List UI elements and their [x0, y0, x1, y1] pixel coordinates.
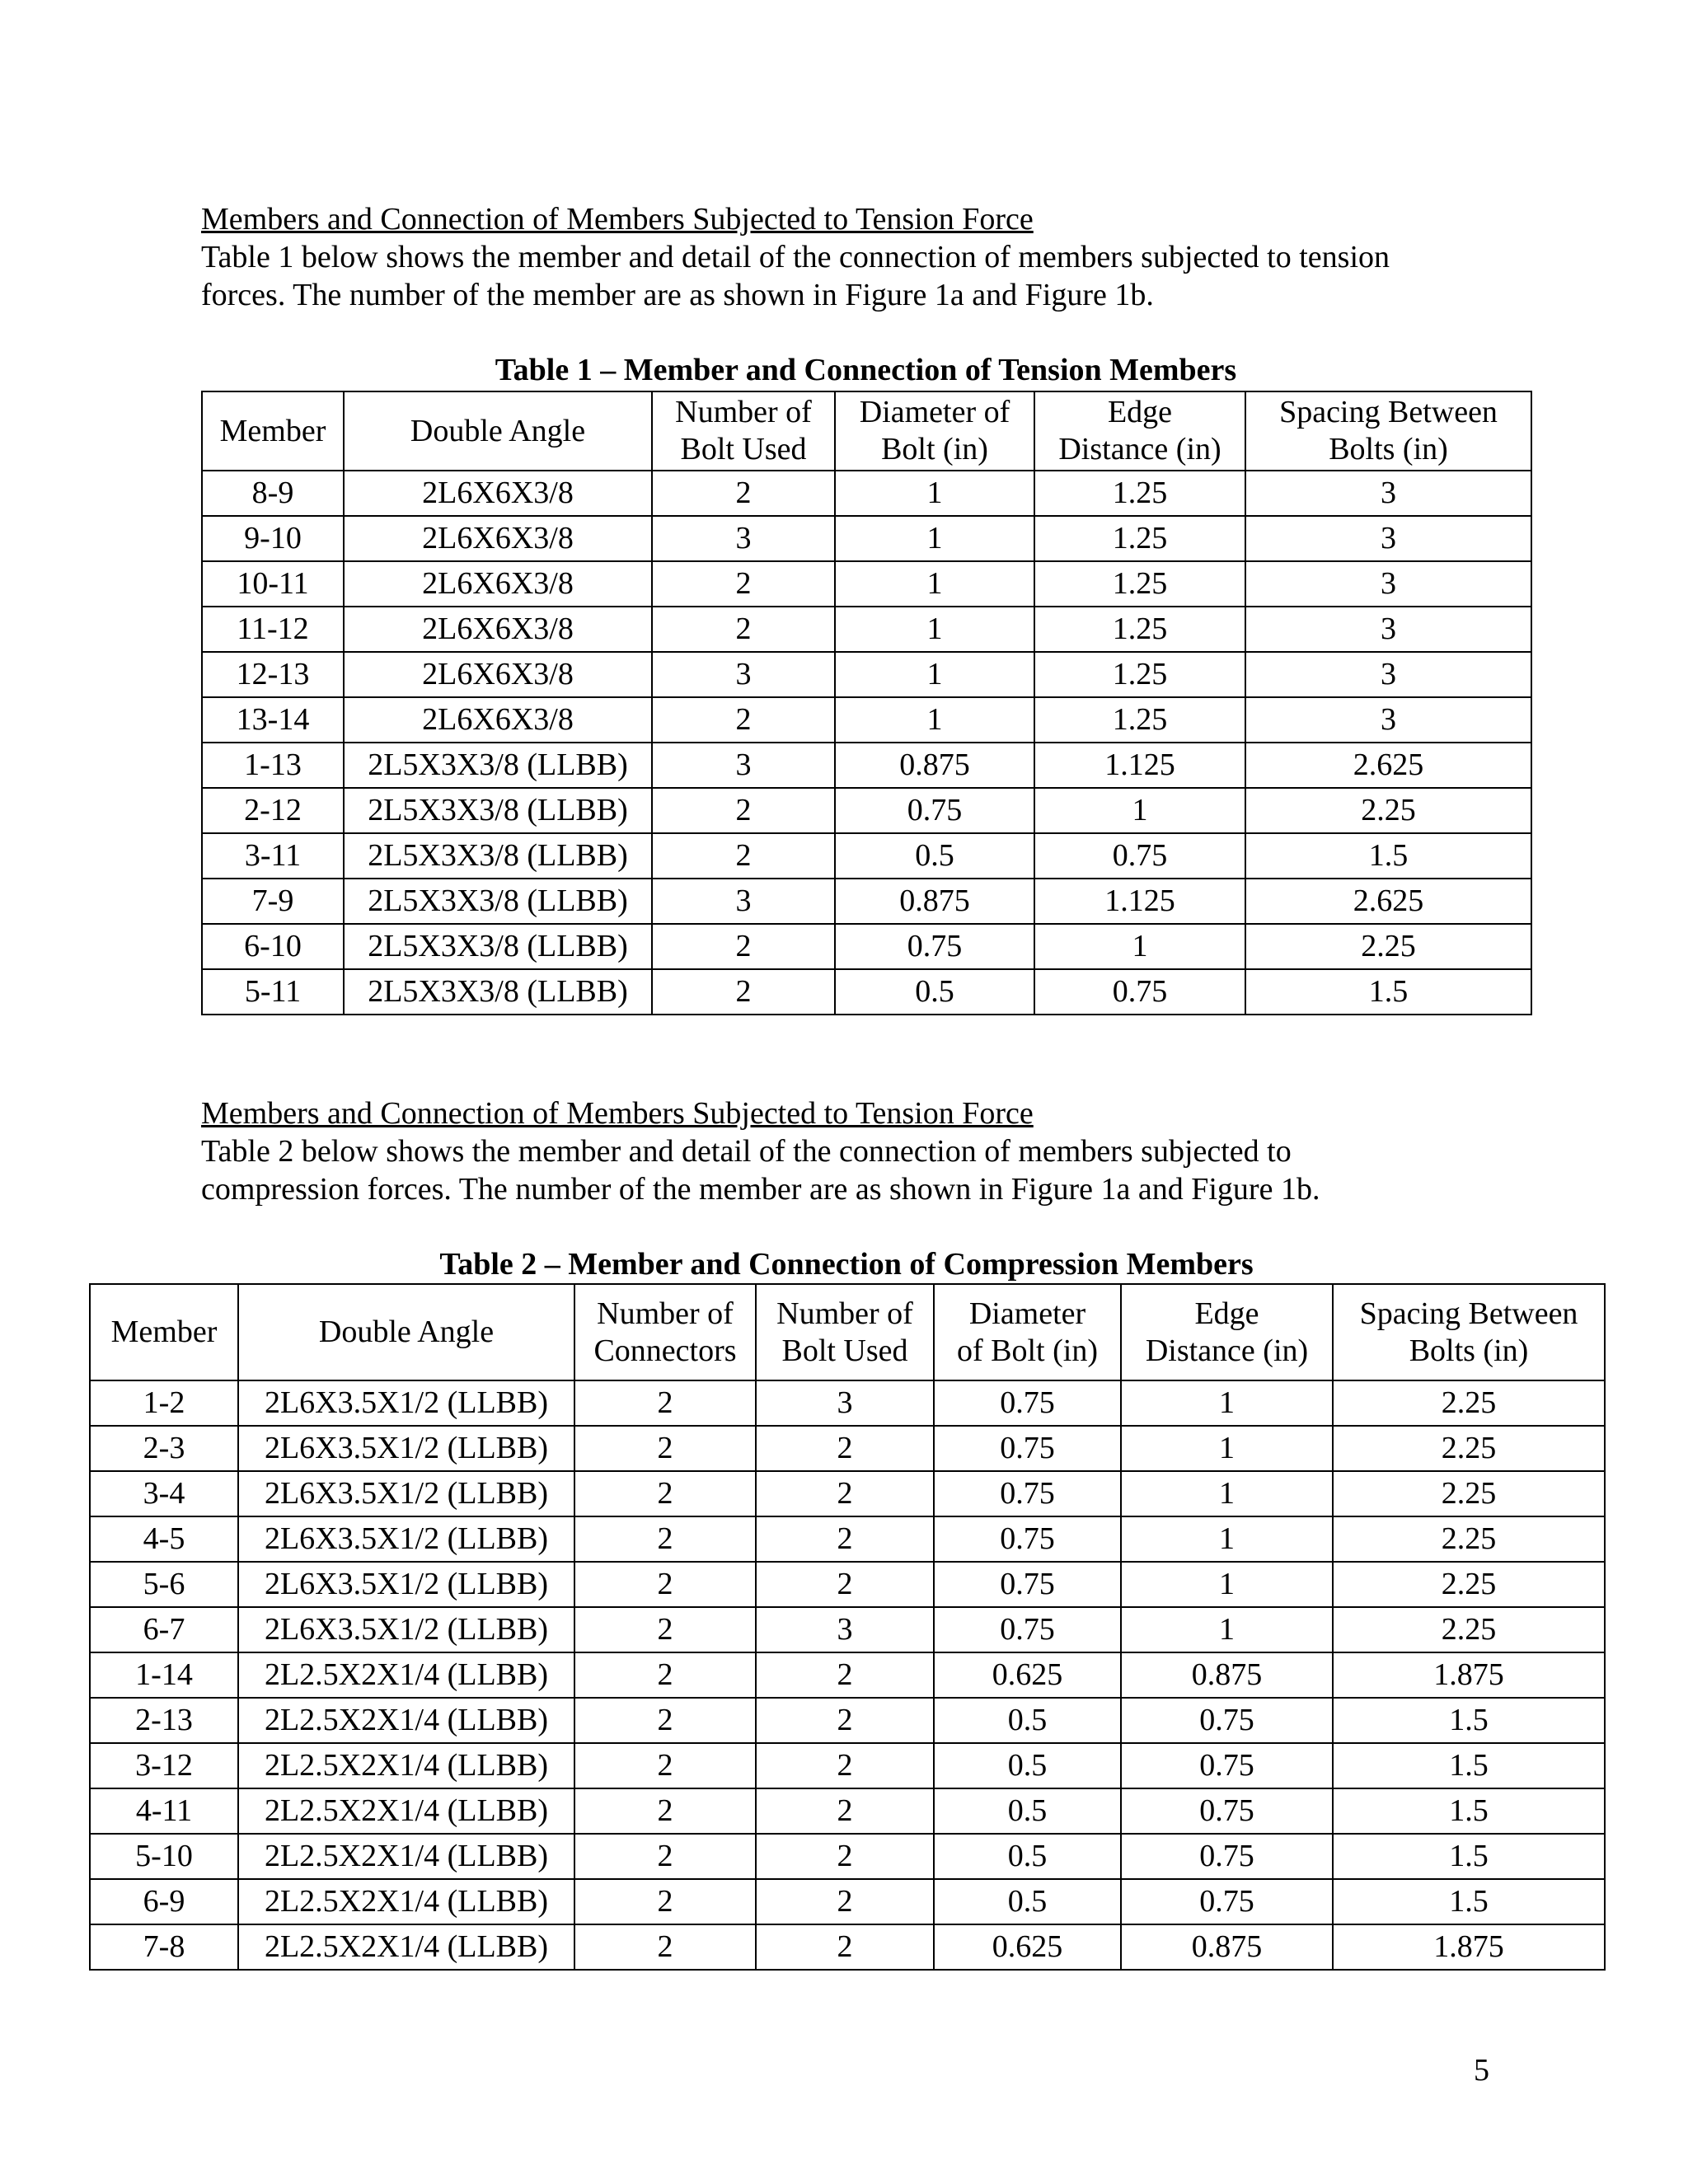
table-cell: 2 [574, 1788, 756, 1834]
table2-caption: Table 2 – Member and Connection of Compression Members [439, 1247, 1254, 1282]
table-row [90, 1426, 1605, 1471]
table-cell: 2L6X6X3/8 [344, 561, 652, 607]
table-cell: 0.75 [1121, 1879, 1333, 1924]
table-cell: 1.5 [1245, 969, 1531, 1015]
column-header [202, 391, 344, 471]
table-cell: 2L5X3X3/8 (LLBB) [344, 924, 652, 969]
column-header-line: Bolts (in) [1329, 432, 1448, 466]
column-header-line: Double Angle [410, 413, 586, 448]
table-cell: 2.25 [1333, 1607, 1605, 1652]
table-cell: 0.75 [835, 788, 1034, 833]
table-cell: 1 [1121, 1380, 1333, 1426]
table-cell: 3 [652, 879, 835, 924]
table-cell: 1.25 [1034, 697, 1245, 743]
table-row [202, 743, 1531, 788]
table1-caption: Table 1 – Member and Connection of Tension Members [495, 353, 1237, 387]
table-row [202, 833, 1531, 879]
table-cell: 0.75 [934, 1562, 1121, 1607]
table-cell: 1 [1121, 1607, 1333, 1652]
table-cell: 2.25 [1333, 1471, 1605, 1516]
table-cell: 2.625 [1245, 879, 1531, 924]
table-cell: 1.25 [1034, 516, 1245, 561]
page-number: 5 [1474, 2053, 1489, 2088]
column-header-line: Edge [1107, 395, 1173, 429]
table-cell: 0.5 [835, 833, 1034, 879]
table-cell: 2 [756, 1743, 934, 1788]
table-cell: 2 [574, 1516, 756, 1562]
table-row [90, 1698, 1605, 1743]
table-cell: 0.875 [835, 879, 1034, 924]
column-header [90, 1284, 238, 1380]
table-cell: 2L2.5X2X1/4 (LLBB) [238, 1652, 574, 1698]
column-header [1333, 1284, 1605, 1380]
column-header [934, 1284, 1121, 1380]
table-cell: 2 [652, 561, 835, 607]
table-cell: 6-9 [90, 1879, 238, 1924]
table-row [202, 652, 1531, 697]
column-header [1034, 391, 1245, 471]
table-cell: 0.5 [934, 1698, 1121, 1743]
table-cell: 2 [756, 1879, 934, 1924]
section2-heading: Members and Connection of Members Subjected to Tension Force [201, 1096, 1034, 1131]
column-header [756, 1284, 934, 1380]
table-cell: 2L5X3X3/8 (LLBB) [344, 788, 652, 833]
column-header [574, 1284, 756, 1380]
table2 [89, 1283, 1606, 1971]
table-cell: 2.25 [1333, 1380, 1605, 1426]
table-cell: 2 [756, 1788, 934, 1834]
table-cell: 2.625 [1245, 743, 1531, 788]
table-cell: 0.75 [934, 1380, 1121, 1426]
column-header-line: Number of [776, 1296, 913, 1331]
table-cell: 1.5 [1333, 1834, 1605, 1879]
table-cell: 5-6 [90, 1562, 238, 1607]
table-cell: 4-5 [90, 1516, 238, 1562]
table-cell: 0.5 [934, 1788, 1121, 1834]
table-cell: 2L2.5X2X1/4 (LLBB) [238, 1924, 574, 1970]
table-cell: 2.25 [1333, 1562, 1605, 1607]
table-cell: 2L5X3X3/8 (LLBB) [344, 879, 652, 924]
table-cell: 2 [652, 697, 835, 743]
table-cell: 0.5 [835, 969, 1034, 1015]
table-cell: 2L6X6X3/8 [344, 471, 652, 516]
table-cell: 1 [835, 652, 1034, 697]
table-cell: 2-12 [202, 788, 344, 833]
column-header [344, 391, 652, 471]
table-cell: 7-8 [90, 1924, 238, 1970]
table-cell: 2L5X3X3/8 (LLBB) [344, 743, 652, 788]
table-cell: 1 [835, 607, 1034, 652]
table-cell: 2 [756, 1698, 934, 1743]
table-cell: 2L5X3X3/8 (LLBB) [344, 833, 652, 879]
table-cell: 0.75 [1034, 969, 1245, 1015]
table-cell: 2L2.5X2X1/4 (LLBB) [238, 1698, 574, 1743]
table-cell: 2.25 [1245, 788, 1531, 833]
table-cell: 3-4 [90, 1471, 238, 1516]
table-cell: 1 [1121, 1562, 1333, 1607]
table-cell: 1.875 [1333, 1924, 1605, 1970]
table-cell: 0.75 [934, 1607, 1121, 1652]
table-cell: 2 [574, 1471, 756, 1516]
table-cell: 2 [652, 833, 835, 879]
column-header-line: Diameter [968, 1296, 1086, 1331]
table-row [90, 1652, 1605, 1698]
table-cell: 1.5 [1333, 1788, 1605, 1834]
table-cell: 10-11 [202, 561, 344, 607]
column-header-line: Number of [597, 1296, 734, 1331]
table-cell: 2L2.5X2X1/4 (LLBB) [238, 1788, 574, 1834]
column-header-line: Member [219, 413, 326, 448]
table-cell: 1.5 [1333, 1743, 1605, 1788]
table-cell: 2L2.5X2X1/4 (LLBB) [238, 1834, 574, 1879]
column-header [1121, 1284, 1333, 1380]
table-cell: 2.25 [1333, 1516, 1605, 1562]
column-header [1245, 391, 1531, 471]
table-cell: 1-14 [90, 1652, 238, 1698]
table-row [90, 1788, 1605, 1834]
table-cell: 2L2.5X2X1/4 (LLBB) [238, 1743, 574, 1788]
section1-heading: Members and Connection of Members Subjected to Tension Force [201, 202, 1034, 237]
table-cell: 3 [652, 743, 835, 788]
column-header-line: Member [110, 1315, 218, 1349]
table-cell: 2.25 [1245, 924, 1531, 969]
table-cell: 0.75 [934, 1426, 1121, 1471]
table-cell: 2 [756, 1924, 934, 1970]
table-cell: 1.25 [1034, 652, 1245, 697]
table-cell: 1.5 [1333, 1698, 1605, 1743]
table-cell: 2 [756, 1516, 934, 1562]
table-cell: 2 [574, 1652, 756, 1698]
table-cell: 5-11 [202, 969, 344, 1015]
table-cell: 2L6X6X3/8 [344, 607, 652, 652]
table-cell: 2L6X6X3/8 [344, 697, 652, 743]
table-cell: 0.75 [1121, 1743, 1333, 1788]
table-cell: 9-10 [202, 516, 344, 561]
table-cell: 12-13 [202, 652, 344, 697]
table-cell: 11-12 [202, 607, 344, 652]
column-header-line: Distance (in) [1145, 1333, 1309, 1368]
table-cell: 1.125 [1034, 743, 1245, 788]
column-header-line: Bolts (in) [1409, 1333, 1529, 1368]
table-cell: 0.75 [835, 924, 1034, 969]
table-cell: 0.5 [934, 1879, 1121, 1924]
column-header-line: Spacing Between [1359, 1296, 1578, 1331]
table-row [202, 788, 1531, 833]
table-cell: 1.5 [1245, 833, 1531, 879]
table-cell: 1.25 [1034, 561, 1245, 607]
table-cell: 2 [756, 1426, 934, 1471]
table-cell: 1 [835, 516, 1034, 561]
table-cell: 2 [652, 924, 835, 969]
table-cell: 2 [574, 1607, 756, 1652]
table-cell: 0.875 [1121, 1924, 1333, 1970]
table-row [90, 1607, 1605, 1652]
table-row [202, 607, 1531, 652]
table-cell: 1 [835, 471, 1034, 516]
section1-text-line2: forces. The number of the member are as shown in Figure 1a and Figure 1b. [201, 278, 1154, 312]
column-header-line: Edge [1194, 1296, 1259, 1331]
table-cell: 2 [574, 1743, 756, 1788]
table-cell: 1.25 [1034, 607, 1245, 652]
table-row [90, 1471, 1605, 1516]
table-cell: 1 [835, 697, 1034, 743]
table-cell: 3 [756, 1380, 934, 1426]
table-cell: 2 [574, 1834, 756, 1879]
section2-text-line2: compression forces. The number of the member are as shown in Figure 1a and Figure 1b. [201, 1172, 1320, 1207]
table-cell: 0.75 [1034, 833, 1245, 879]
table-cell: 2 [574, 1924, 756, 1970]
column-header [652, 391, 835, 471]
table-cell: 2 [756, 1652, 934, 1698]
table-cell: 3 [756, 1607, 934, 1652]
table-cell: 0.875 [835, 743, 1034, 788]
table-cell: 0.75 [1121, 1788, 1333, 1834]
section2-text-line1: Table 2 below shows the member and detail of the connection of members subjected to [201, 1134, 1292, 1169]
table-cell: 1.125 [1034, 879, 1245, 924]
table-cell: 0.875 [1121, 1652, 1333, 1698]
table-cell: 2-3 [90, 1426, 238, 1471]
table-row [90, 1743, 1605, 1788]
table-cell: 1-2 [90, 1380, 238, 1426]
table-cell: 2L6X3.5X1/2 (LLBB) [238, 1607, 574, 1652]
table-row [90, 1834, 1605, 1879]
table-row [202, 924, 1531, 969]
table-row [202, 969, 1531, 1015]
table-row [90, 1924, 1605, 1970]
table-row [90, 1516, 1605, 1562]
table-cell: 2 [756, 1834, 934, 1879]
table-cell: 1 [1034, 788, 1245, 833]
section1-text-line1: Table 1 below shows the member and detail of the connection of members subjected to tension [201, 240, 1390, 274]
table-cell: 2 [574, 1426, 756, 1471]
table-cell: 2 [756, 1471, 934, 1516]
table-cell: 1 [1121, 1516, 1333, 1562]
table1 [201, 391, 1532, 1015]
table-cell: 3 [1245, 697, 1531, 743]
table-cell: 3 [652, 652, 835, 697]
column-header-line: Number of [675, 395, 812, 429]
table-cell: 2L6X3.5X1/2 (LLBB) [238, 1562, 574, 1607]
table-cell: 3 [1245, 652, 1531, 697]
table-cell: 1-13 [202, 743, 344, 788]
column-header-line: Distance (in) [1058, 432, 1221, 466]
table-cell: 0.75 [1121, 1698, 1333, 1743]
column-header-line: Connectors [593, 1333, 737, 1368]
table-cell: 2 [652, 788, 835, 833]
table-cell: 3-11 [202, 833, 344, 879]
table-cell: 6-7 [90, 1607, 238, 1652]
table-cell: 3 [1245, 471, 1531, 516]
table-cell: 0.625 [934, 1924, 1121, 1970]
table-cell: 3-12 [90, 1743, 238, 1788]
table-cell: 2 [574, 1380, 756, 1426]
table-row [202, 516, 1531, 561]
table-cell: 2.25 [1333, 1426, 1605, 1471]
table-row [202, 471, 1531, 516]
column-header [835, 391, 1034, 471]
table-cell: 3 [1245, 516, 1531, 561]
table-row [202, 879, 1531, 924]
table-cell: 3 [652, 516, 835, 561]
table-row [202, 697, 1531, 743]
table-cell: 6-10 [202, 924, 344, 969]
table-cell: 13-14 [202, 697, 344, 743]
table-cell: 5-10 [90, 1834, 238, 1879]
table-cell: 0.75 [1121, 1834, 1333, 1879]
table-cell: 1 [1121, 1471, 1333, 1516]
column-header-line: Bolt Used [680, 432, 807, 466]
table-row [90, 1879, 1605, 1924]
table-cell: 2 [652, 471, 835, 516]
table-cell: 1 [835, 561, 1034, 607]
table-cell: 2 [756, 1562, 934, 1607]
table-cell: 4-11 [90, 1788, 238, 1834]
table-cell: 2L6X3.5X1/2 (LLBB) [238, 1471, 574, 1516]
column-header-line: of Bolt (in) [957, 1333, 1098, 1368]
table-cell: 1.875 [1333, 1652, 1605, 1698]
column-header-line: Double Angle [318, 1315, 495, 1349]
table-cell: 0.625 [934, 1652, 1121, 1698]
table-cell: 3 [1245, 607, 1531, 652]
table-cell: 2L6X6X3/8 [344, 652, 652, 697]
table-cell: 2L6X3.5X1/2 (LLBB) [238, 1426, 574, 1471]
column-header-line: Spacing Between [1279, 395, 1498, 429]
table-cell: 0.75 [934, 1471, 1121, 1516]
table-cell: 0.5 [934, 1834, 1121, 1879]
column-header-line: Bolt (in) [881, 432, 988, 466]
table-cell: 2 [574, 1879, 756, 1924]
table-cell: 2L2.5X2X1/4 (LLBB) [238, 1879, 574, 1924]
table-cell: 1 [1034, 924, 1245, 969]
column-header-line: Bolt Used [781, 1333, 908, 1368]
table-cell: 2L5X3X3/8 (LLBB) [344, 969, 652, 1015]
table-cell: 2L6X3.5X1/2 (LLBB) [238, 1380, 574, 1426]
table-cell: 1 [1121, 1426, 1333, 1471]
table-cell: 2 [652, 969, 835, 1015]
table-cell: 1.5 [1333, 1879, 1605, 1924]
table-cell: 0.75 [934, 1516, 1121, 1562]
table-row [202, 561, 1531, 607]
table-cell: 8-9 [202, 471, 344, 516]
column-header-line: Diameter of [859, 395, 1010, 429]
table-cell: 2 [574, 1698, 756, 1743]
table-cell: 2-13 [90, 1698, 238, 1743]
table-cell: 2L6X6X3/8 [344, 516, 652, 561]
table-row [90, 1562, 1605, 1607]
table-cell: 0.5 [934, 1743, 1121, 1788]
table-cell: 2 [652, 607, 835, 652]
table-cell: 3 [1245, 561, 1531, 607]
table-cell: 1.25 [1034, 471, 1245, 516]
column-header [238, 1284, 574, 1380]
table-row [90, 1380, 1605, 1426]
table-cell: 2L6X3.5X1/2 (LLBB) [238, 1516, 574, 1562]
table-cell: 2 [574, 1562, 756, 1607]
table-cell: 7-9 [202, 879, 344, 924]
